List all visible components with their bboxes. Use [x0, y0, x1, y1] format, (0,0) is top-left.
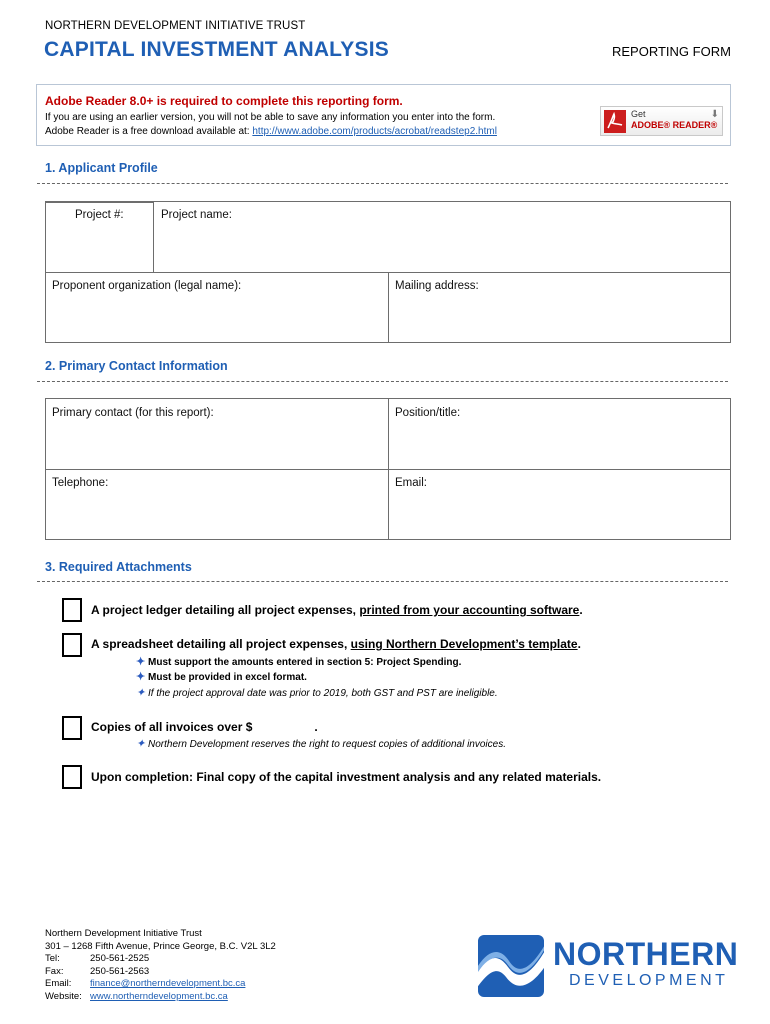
item-text: Copies of all invoices over $: [91, 720, 253, 734]
primary-contact-grid: [45, 398, 731, 540]
item-text: .: [577, 637, 581, 651]
telephone-label: Telephone:: [52, 477, 109, 489]
spreadsheet-requirement-3: [136, 686, 498, 699]
applicant-profile-grid: [45, 201, 731, 343]
page-title: CAPITAL INVESTMENT ANALYSIS: [44, 38, 389, 61]
footer-tel-label: Tel:: [45, 953, 60, 964]
spreadsheet-checkbox[interactable]: [62, 633, 82, 657]
spreadsheet-text: [91, 637, 581, 651]
section-divider: [37, 183, 728, 184]
primary-contact-label: Primary contact (for this report):: [52, 407, 214, 419]
footer-website-link[interactable]: www.northerndevelopment.bc.ca: [90, 990, 228, 1002]
mailing-address-field[interactable]: [390, 298, 730, 342]
download-arrow-icon: ⬇: [710, 109, 719, 120]
notice-line-2-text: Adobe Reader is a free download available at:: [45, 126, 253, 137]
email-field[interactable]: [390, 495, 730, 539]
footer-contact-block: [45, 928, 276, 1003]
section-divider: [37, 381, 728, 382]
notice-line-2: [45, 126, 497, 137]
project-ledger-text: [91, 603, 583, 617]
get-adobe-reader-button[interactable]: [600, 106, 723, 136]
requirement-text: Must be provided in excel format.: [148, 672, 307, 683]
footer-website: [45, 991, 276, 1004]
spreadsheet-requirement-2: [136, 670, 307, 683]
bullet-star-icon: ✦: [136, 687, 146, 699]
adobe-notice-box: [36, 84, 731, 146]
proponent-organization-field[interactable]: [47, 298, 387, 342]
item-text: .: [314, 720, 318, 734]
section-heading-applicant-profile: 1. Applicant Profile: [45, 161, 158, 175]
grid-divider: [153, 202, 154, 272]
footer-tel-value: 250-561-2525: [90, 953, 150, 964]
footer-address: 301 – 1268 Fifth Avenue, Prince George, B.C. V2L 3L2: [45, 940, 276, 952]
logo-wordmark-northern: NORTHERN: [553, 936, 739, 972]
invoices-note: [136, 737, 506, 750]
invoices-checkbox[interactable]: [62, 716, 82, 740]
grid-divider: [388, 399, 389, 539]
final-copy-text: Upon completion: Final copy of the capital investment analysis and any related materials.: [91, 770, 602, 784]
project-ledger-checkbox[interactable]: [62, 598, 82, 622]
section-heading-required-attachments: 3. Required Attachments: [45, 560, 192, 574]
project-number-label: Project #:: [75, 209, 124, 221]
logo-wordmark-development: DEVELOPMENT: [569, 972, 729, 989]
footer-website-label: Website:: [45, 990, 82, 1002]
position-title-label: Position/title:: [395, 407, 461, 419]
project-name-label: Project name:: [161, 209, 232, 221]
section-heading-primary-contact: 2. Primary Contact Information: [45, 359, 228, 373]
footer-tel: [45, 953, 276, 966]
footer-fax-label: Fax:: [45, 965, 64, 977]
bullet-star-icon: ✦: [136, 738, 146, 750]
bullet-star-icon: ✦: [136, 671, 146, 683]
page-subtitle: REPORTING FORM: [612, 44, 731, 59]
item-emphasis: printed from your accounting software: [359, 603, 580, 617]
item-text: .: [579, 603, 583, 617]
invoices-text: [91, 720, 318, 734]
proponent-organization-label: Proponent organization (legal name):: [52, 280, 242, 292]
email-label: Email:: [395, 477, 427, 489]
requirement-text: If the project approval date was prior to 2019, both GST and PST are ineligible.: [148, 688, 498, 699]
footer-org-name: Northern Development Initiative Trust: [45, 928, 202, 939]
notice-title: Adobe Reader 8.0+ is required to complete this reporting form.: [45, 94, 403, 108]
requirement-text: Northern Development reserves the right to request copies of additional invoices.: [148, 739, 506, 750]
footer-email-label: Email:: [45, 978, 72, 989]
project-name-field[interactable]: [155, 228, 730, 271]
grid-divider: [388, 272, 389, 342]
footer-email: [45, 978, 276, 991]
final-copy-checkbox[interactable]: [62, 765, 82, 789]
organization-name: NORTHERN DEVELOPMENT INITIATIVE TRUST: [45, 20, 306, 32]
bullet-star-icon: ✦: [136, 656, 146, 668]
item-text: A project ledger detailing all project expenses,: [91, 603, 360, 617]
notice-line-1: If you are using an earlier version, you will not be able to save any information you enter into the form.: [45, 112, 496, 123]
item-text: A spreadsheet detailing all project expenses,: [91, 637, 351, 651]
requirement-text: Must support the amounts entered in section 5: Project Spending.: [148, 657, 462, 668]
spreadsheet-requirement-1: [136, 655, 461, 668]
adobe-logo-icon: [604, 110, 626, 133]
project-number-field[interactable]: [47, 228, 152, 271]
section-divider: [37, 581, 728, 582]
primary-contact-field[interactable]: [47, 425, 387, 468]
northern-development-logo-icon: [478, 935, 544, 997]
item-emphasis: using Northern Development’s template: [350, 637, 578, 651]
footer-email-link[interactable]: finance@northerndevelopment.bc.ca: [90, 978, 246, 989]
adobe-badge-reader: ADOBE® READER®: [631, 120, 718, 130]
position-title-field[interactable]: [390, 425, 730, 468]
grid-divider: [46, 202, 153, 203]
telephone-field[interactable]: [47, 495, 387, 539]
footer-fax-value: 250-561-2563: [90, 965, 150, 977]
footer-fax: [45, 966, 276, 979]
mailing-address-label: Mailing address:: [395, 280, 479, 292]
adobe-badge-get: Get: [631, 109, 646, 119]
adobe-download-link[interactable]: http://www.adobe.com/products/acrobat/readstep2.html: [252, 126, 497, 137]
